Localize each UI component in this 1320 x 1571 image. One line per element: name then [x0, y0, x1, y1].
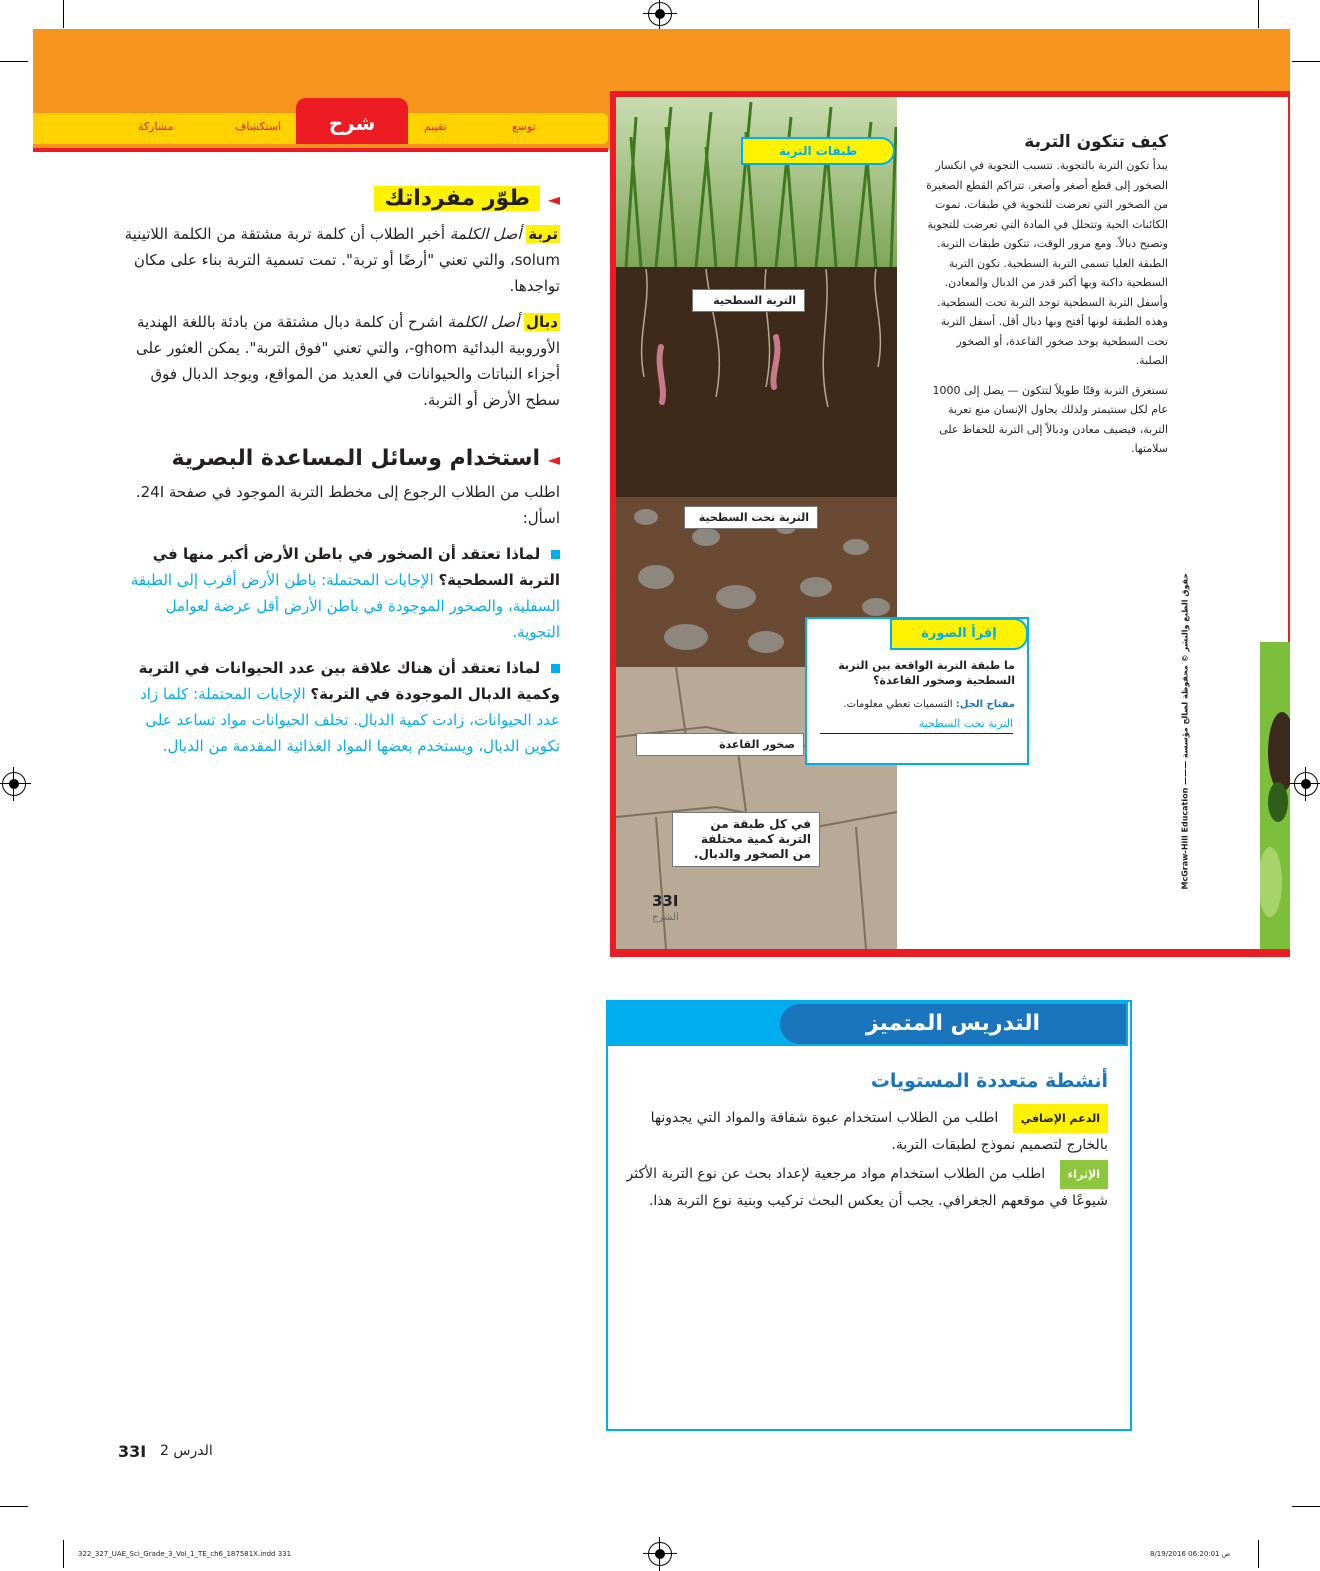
leaves-image: [1260, 642, 1290, 949]
triangle-icon: ◄: [547, 450, 560, 469]
topsoil-label: التربة السطحية: [692, 289, 805, 312]
vocab-text: أخبر الطلاب أن كلمة تربة مشتقة من الكلمة اللاتينية solum، والتي تعني "أرضًا أو تربة". تمت تسمية التربة بناء على مكان تواجدها.: [124, 225, 560, 295]
crop-mark: [63, 1540, 64, 1568]
key-text: التسميات تعطي معلومات.: [843, 699, 953, 710]
article-title: كيف تتكون التربة: [1024, 132, 1168, 152]
crop-mark: [1258, 0, 1259, 28]
footer-lesson: الدرس 2: [160, 1443, 213, 1459]
level-tag: الدعم الإضافي: [1013, 1104, 1108, 1133]
vocab-lead: أصل الكلمة: [449, 225, 522, 243]
visual-intro: اطلب من الطلاب الرجوع إلى مخطط التربة الموجود في صفحة 24I. اسأل:: [135, 483, 560, 527]
tab-elaborate: توسع: [512, 120, 536, 133]
bedrock-label: صخور القاعدة: [636, 733, 804, 756]
inner-page-number: 33I: [652, 892, 679, 910]
tiered-activities-heading: أنشطة متعددة المستويات: [870, 1070, 1108, 1092]
footer-page-number: 33I: [118, 1442, 147, 1461]
read-picture-key: [820, 697, 1015, 712]
header-rule: [33, 148, 608, 152]
answer-text: الإجابات المحتملة: باطن الأرض أقرب إلى الطبقة السفلية، والصخور الموجودة في باطن الأرض أقل عرضة لعوامل التجوية.: [130, 571, 560, 641]
registration-mark-icon: [648, 2, 672, 26]
leaves-illustration: [1260, 642, 1290, 949]
crop-mark: [1292, 1506, 1320, 1507]
article-paragraph: تستغرق التربة وقتًا طويلاً لتتكون — يصل إلى 1000 عام لكل سنتيمتر ولذلك يحاول الإنسان منع تعرية التربة، فيضيف معادن ودبالاً إلى التربة للحفاظ على سلامتها.: [932, 383, 1168, 455]
crop-mark: [63, 0, 64, 28]
read-picture-tag: إقرأ الصورة: [890, 618, 1028, 650]
inner-page-sub: الشرح: [652, 912, 679, 923]
visual-title: استخدام وسائل المساعدة البصرية: [171, 446, 541, 471]
level-text: اطلب من الطلاب استخدام مواد مرجعية لإعداد بحث عن نوع التربة الأكثر شيوعًا في موقعهم الجغرافي. يجب أن يعكس البحث تركيب وبنية نوع التربة هذا.: [626, 1166, 1108, 1209]
vocab-lead: أصل الكلمة: [447, 313, 520, 331]
read-picture-answer: التربة تحت السطحية: [820, 717, 1013, 734]
visual-section: [130, 446, 560, 759]
differentiated-title: التدريس المتميز: [780, 1004, 1126, 1044]
vocab-item: [120, 221, 560, 299]
vocab-item: [120, 309, 560, 413]
vocab-section: [120, 186, 560, 413]
vocab-title: طوّر مفرداتك: [374, 186, 540, 211]
visual-heading: [130, 446, 560, 471]
vocab-word: دبال: [526, 313, 558, 331]
registration-mark-icon: [648, 1542, 672, 1566]
article-column: [922, 132, 1168, 459]
answer-text: الإجابات المحتملة: كلما زاد عدد الحيوانات، زادت كمية الدبال. تخلف الحيوانات مواد تساعد على تكوين الدبال، ويستخدم بعضها المواد الغذائية المقدمة من الدبال.: [140, 685, 560, 755]
article-paragraph: يبدأ تكون التربة بالتجوية. تتسبب التجوية في انكسار الصخور إلى قطع أصغر وأصغر. تتراكم القطع الصغيرة من الصخور التي تعرضت للتجوية في طبقات. تموت الكائنات الحية وتتحلل في المادة التي تعرضت للتجوية وتصبح دبالاً. ومع مرور الوقت، تتكون طبقات التربة. الطبقة العليا تسمى التربة السطحية. تكون التربة السطحية داكنة وبها أكبر قدر من الدبال والمعادن. وأسفل التربة السطحية توجد التربة تحت السطحية. وهذه الطبقة لونها أفتح وبها دبال أقل. أسفل التربة تحت السطحية يوجد صخور القاعدة، أو الصخور الصلبة.: [926, 159, 1168, 367]
footer-date: 8/19/2016 06:20:01 ص: [1150, 1550, 1231, 1558]
layers-title-tag: طبقات التربة: [741, 137, 895, 165]
question-item: [130, 655, 560, 759]
bullet-icon: [551, 664, 560, 673]
registration-mark-icon: [2, 772, 26, 796]
level-item: [625, 1160, 1108, 1214]
crop-mark: [1292, 61, 1320, 62]
key-label: مفتاح الحل:: [955, 699, 1015, 710]
footer-file: 322_327_UAE_Sci_Grade_3_Vol_1_TE_ch6_187581X.indd 331: [78, 1550, 292, 1558]
level-text: اطلب من الطلاب استخدام عبوة شفافة والمواد التي يجدونها بالخارج لتصميم نموذج لطبقات التربة.: [650, 1110, 1108, 1153]
bullet-icon: [551, 550, 560, 559]
question-text: لماذا تعتقد أن الصخور في باطن الأرض أكبر منها في التربة السطحية؟: [152, 545, 560, 589]
registration-mark-icon: [1294, 772, 1318, 796]
vocab-text: اشرح أن كلمة دبال مشتقة من بادئة باللغة الهندية الأوروبية البدائية ghom-، والتي تعني "فوق التربة". يمكن العثور على أجزاء النباتات والحيوانات في العديد من المواقع، ويوجد الدبال فوق سطح الأرض أو التربة.: [135, 313, 560, 409]
publisher-credit: McGraw-Hill Education ——— حقوق الطبع والنشر © محفوظة لصالح مؤسسة: [1180, 572, 1190, 890]
tab-engage: مشاركة: [138, 120, 174, 133]
level-tag: الإثراء: [1060, 1160, 1108, 1189]
question-text: لماذا تعتقد أن هناك علاقة بين عدد الحيوانات في التربة وكمية الدبال الموجودة في التربة؟: [138, 659, 560, 703]
subsoil-label: التربة تحت السطحية: [684, 506, 818, 529]
note-label: في كل طبقة من التربة كمية مختلفة من الصخور والدبال.: [672, 812, 820, 867]
crop-mark: [0, 1506, 28, 1507]
tab-evaluate: تقييم: [424, 120, 447, 133]
triangle-icon: ◄: [547, 190, 560, 209]
read-picture-question: ما طبقة التربة الواقعة بين التربة السطحية وصخور القاعدة؟: [838, 659, 1015, 687]
level-item: [625, 1104, 1108, 1158]
vocab-word: تربة: [528, 225, 558, 243]
tab-explore: استكشاف: [235, 120, 282, 133]
differentiated-instruction-box: [606, 1000, 1132, 1431]
vocab-heading: [120, 186, 560, 211]
crop-mark: [0, 61, 28, 62]
question-item: [130, 541, 560, 645]
tab-explain: شرح: [296, 98, 408, 144]
crop-mark: [1258, 1540, 1259, 1568]
